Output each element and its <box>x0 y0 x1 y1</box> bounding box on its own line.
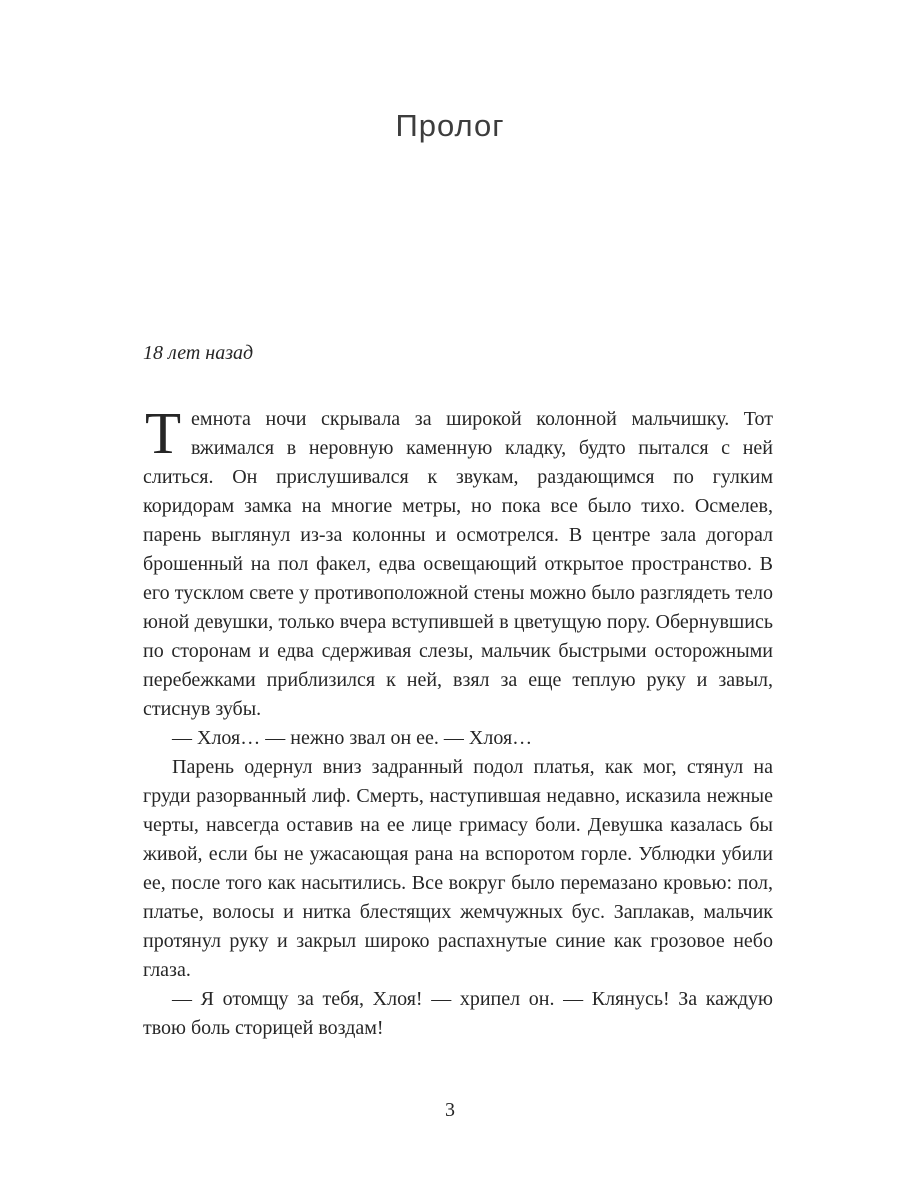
paragraph: Парень одернул вниз задранный подол платья, как мог, стянул на груди разорванный лиф. Смерть, наступившая недавно, исказила нежные черты, навсегда оставив на ее лице гримасу боли. Девушка казалась бы живой, если бы не ужасающая рана на вспоротом горле. Ублюдки убили ее, после того как насытились. Все вокруг было перемазано кровью: пол, платье, волосы и нитка блестящих жемчужных бус. Заплакав, мальчик протянул руку и закрыл широко распахнутые синие как грозовое небо глаза. <box>143 756 773 981</box>
paragraph: — Я отомщу за тебя, Хлоя! — хрипел он. — Клянусь! За каждую твою боль сторицей воздам! <box>143 988 773 1039</box>
drop-cap: Т <box>145 400 182 466</box>
paragraph <box>143 400 773 724</box>
date-line: 18 лет назад <box>143 342 254 364</box>
chapter-title: Пролог <box>395 108 505 143</box>
paragraph: — Хлоя… — нежно звал он ее. — Хлоя… <box>172 727 533 749</box>
paragraph-text: емнота ночи скрывала за широкой колонной мальчишку. Тот вжимался в неровную каменную кладку, будто пытался с ней слиться. Он прислушивался к звукам, раздающимся по гулким коридорам замка на многие метры, но пока все было тихо. Осмелев, парень выглянул из-за колонны и осмотрелся. В центре зала догорал брошенный на пол факел, едва освещающий открытое пространство. В его тусклом свете у противоположной стены можно было разглядеть тело юной девушки, только вчера вступившей в цветущую пору. Обернувшись по сторонам и едва сдерживая слезы, мальчик быстрыми осторожными перебежками приблизился к ней, взял за еще теплую руку и завыл, стиснув зубы. <box>143 408 773 720</box>
page-number: 3 <box>445 1099 455 1121</box>
text-block <box>143 339 773 1043</box>
